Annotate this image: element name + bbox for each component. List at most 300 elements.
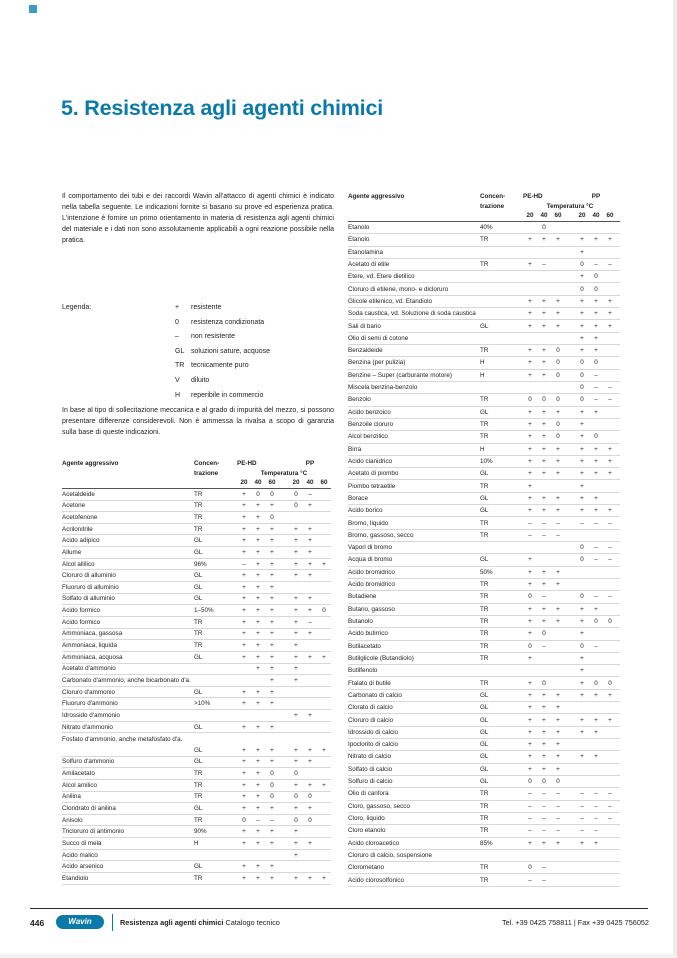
resistance-value: –: [542, 642, 546, 650]
wavin-logo-text: Wavin: [68, 917, 92, 926]
resistance-value: +: [256, 607, 260, 615]
agent-name: Carbonato d'ammonio, anche bicarbonato d'a.: [62, 676, 191, 684]
concentration-value: TR: [194, 490, 203, 498]
resistance-value: 0: [270, 793, 274, 801]
table-row: [348, 690, 620, 702]
resistance-value: 0: [542, 396, 546, 404]
temp-col: 60: [606, 211, 614, 219]
table-row: [348, 653, 620, 665]
resistance-value: +: [294, 828, 298, 836]
resistance-value: +: [608, 716, 612, 724]
resistance-value: +: [528, 716, 532, 724]
agent-name: Miscela benzina-benzolo: [348, 384, 418, 392]
resistance-value: +: [608, 470, 612, 478]
resistance-value: +: [256, 630, 260, 638]
resistance-value: +: [270, 874, 274, 882]
resistance-value: +: [542, 457, 546, 465]
concentration-value: TR: [480, 593, 489, 601]
resistance-value: +: [528, 433, 532, 441]
resistance-value: +: [294, 805, 298, 812]
wavin-logo: [56, 915, 104, 929]
resistance-value: +: [256, 770, 260, 778]
resistance-value: +: [542, 371, 546, 379]
resistance-value: +: [528, 654, 532, 662]
page-edge-bottom: [0, 954, 677, 958]
concentration-value: TR: [480, 802, 489, 810]
table-row: [348, 813, 620, 825]
agent-name: Nitrato d'ammonio: [62, 723, 113, 731]
concentration-value: 40%: [480, 224, 493, 232]
concentration-value: GL: [480, 765, 489, 773]
table-row: [348, 357, 620, 369]
resistance-value: +: [242, 642, 246, 650]
resistance-value: 0: [322, 607, 326, 615]
table-row: [348, 320, 620, 332]
resistance-value: –: [528, 815, 532, 823]
resistance-value: +: [242, 548, 246, 556]
resistance-value: +: [322, 874, 326, 882]
resistance-value: 0: [556, 359, 560, 367]
resistance-value: –: [608, 396, 612, 404]
resistance-value: –: [580, 519, 584, 527]
table-row: [62, 675, 331, 687]
table-row: [348, 677, 620, 689]
agent-name: Anisolo: [62, 816, 83, 824]
footer: [30, 914, 649, 934]
resistance-value: +: [594, 470, 598, 478]
resistance-value: –: [542, 864, 546, 872]
resistance-value: +: [294, 676, 298, 684]
table-row: [62, 605, 331, 617]
agent-name: Alcol amilico: [62, 781, 97, 789]
resistance-value: +: [580, 691, 584, 699]
agent-name: Cloruro di calcio, sospensione: [348, 851, 433, 859]
resistance-value: 0: [528, 778, 532, 786]
agent-name: Fluoruro di alluminio: [62, 583, 119, 591]
resistance-value: +: [528, 679, 532, 687]
concentration-value: TR: [480, 396, 489, 404]
resistance-value: +: [556, 445, 560, 453]
agent-name: Bromo, liquido: [348, 519, 389, 527]
resistance-value: +: [308, 839, 312, 847]
resistance-value: +: [270, 618, 274, 626]
resistance-value: +: [256, 560, 260, 568]
table-row: [348, 628, 620, 640]
table-row: [348, 271, 620, 283]
concentration-value: TR: [480, 605, 489, 613]
concentration-value: TR: [194, 642, 203, 650]
agent-name: Ipoclorito di calcio: [348, 741, 399, 749]
resistance-value: –: [528, 802, 532, 810]
agent-name: Cloruro di alluminio: [62, 572, 116, 580]
resistance-value: +: [556, 716, 560, 724]
resistance-value: +: [580, 679, 584, 687]
concentration-value: GL: [194, 746, 203, 754]
resistance-value: +: [594, 457, 598, 465]
resistance-value: +: [594, 347, 598, 355]
concentration-value: TR: [480, 482, 489, 490]
resistance-value: –: [594, 260, 598, 268]
resistance-value: 0: [594, 618, 598, 626]
resistance-value: +: [256, 513, 260, 521]
table-body: [62, 489, 331, 885]
resistance-value: +: [580, 839, 584, 847]
agent-name: Idrossido di calcio: [348, 728, 399, 736]
agent-name: Acetato d'ammonio: [62, 665, 116, 673]
concentration-value: TR: [480, 654, 489, 662]
resistance-value: –: [542, 790, 546, 798]
resistance-value: 0: [528, 864, 532, 872]
table-row: [62, 710, 331, 722]
table-row: [348, 394, 620, 406]
legend-symbol: TR: [175, 362, 185, 370]
resistance-value: +: [580, 273, 584, 281]
resistance-value: +: [542, 741, 546, 749]
table-row: [348, 480, 620, 492]
resistance-value: –: [594, 396, 598, 404]
resistance-value: 0: [580, 396, 584, 404]
resistance-value: +: [270, 688, 274, 696]
agent-name: Sali di bario: [348, 322, 381, 330]
table-row: [62, 594, 331, 606]
resistance-value: +: [556, 236, 560, 244]
table-row: [348, 567, 620, 579]
resistance-value: –: [608, 260, 612, 268]
resistance-value: +: [270, 700, 274, 708]
resistance-value: 0: [528, 642, 532, 650]
concentration-value: TR: [480, 236, 489, 244]
resistance-value: +: [528, 445, 532, 453]
resistance-value: +: [256, 700, 260, 708]
resistance-value: +: [556, 753, 560, 761]
resistance-value: +: [242, 746, 246, 754]
resistance-value: +: [294, 746, 298, 754]
resistance-value: +: [270, 642, 274, 650]
temp-col: 40: [592, 211, 600, 219]
resistance-value: +: [608, 445, 612, 453]
resistance-value: 0: [556, 347, 560, 355]
resistance-value: +: [542, 581, 546, 589]
resistance-value: 0: [308, 816, 312, 824]
resistance-value: –: [594, 815, 598, 823]
agent-name: Cloro, gassoso, secco: [348, 802, 410, 810]
agent-name: Alcol allilico: [62, 560, 95, 568]
concentration-value: GL: [480, 470, 489, 478]
resistance-value: +: [242, 805, 246, 812]
legend-label: diluito: [191, 376, 210, 384]
resistance-value: +: [294, 851, 298, 859]
resistance-value: –: [556, 815, 560, 823]
resistance-value: +: [594, 507, 598, 515]
resistance-value: +: [270, 863, 274, 871]
table-row: [348, 419, 620, 431]
resistance-value: +: [308, 758, 312, 766]
resistance-value: +: [256, 595, 260, 603]
table-row: [348, 505, 620, 517]
table-row: [348, 641, 620, 653]
resistance-value: +: [556, 728, 560, 736]
resistance-value: +: [580, 421, 584, 429]
resistance-value: +: [294, 630, 298, 638]
concentration-value: GL: [194, 595, 203, 603]
resistance-value: +: [542, 433, 546, 441]
temp-col: 40: [306, 478, 314, 486]
agent-name: Ftalato di butile: [348, 679, 391, 687]
resistance-value: +: [542, 297, 546, 305]
concentration-value: TR: [480, 827, 489, 835]
resistance-value: +: [594, 494, 598, 502]
resistance-value: +: [542, 408, 546, 416]
resistance-value: +: [528, 605, 532, 613]
resistance-value: +: [294, 653, 298, 661]
table-row: [348, 542, 620, 554]
legend-item: [62, 333, 334, 348]
resistance-value: +: [308, 805, 312, 812]
resistance-value: +: [270, 537, 274, 545]
resistance-value: +: [256, 793, 260, 801]
table-row: [348, 517, 620, 529]
concentration-value: TR: [194, 502, 203, 510]
table-row: [348, 530, 620, 542]
resistance-value: +: [270, 665, 274, 673]
concentration-value: TR: [194, 816, 203, 824]
resistance-value: +: [542, 691, 546, 699]
resistance-value: +: [556, 605, 560, 613]
resistance-value: +: [580, 667, 584, 675]
resistance-value: +: [294, 548, 298, 556]
resistance-value: +: [542, 605, 546, 613]
concentration-value: TR: [480, 630, 489, 638]
concentration-value: GL: [480, 691, 489, 699]
concentration-value: GL: [194, 758, 203, 766]
resistance-value: +: [580, 507, 584, 515]
agent-name: Butilacetato: [348, 642, 381, 650]
resistance-value: +: [528, 556, 532, 564]
resistance-value: +: [308, 711, 312, 719]
temp-col: 60: [320, 478, 328, 486]
resistance-value: +: [294, 665, 298, 673]
resistance-value: –: [256, 816, 260, 824]
agent-name: Ammoniaca, gassosa: [62, 630, 123, 638]
resistance-value: +: [256, 537, 260, 545]
resistance-value: +: [542, 421, 546, 429]
legend-symbol: 0: [175, 318, 179, 326]
resistance-value: +: [542, 507, 546, 515]
resistance-value: +: [542, 839, 546, 847]
table-row: [62, 861, 331, 873]
footer-divider: [30, 908, 648, 909]
concentration-value: GL: [194, 688, 203, 696]
resistance-value: +: [270, 828, 274, 836]
resistance-value: +: [528, 421, 532, 429]
table-row: [348, 862, 620, 874]
resistance-value: –: [608, 815, 612, 823]
agent-name: Acetofenone: [62, 513, 98, 521]
concentration-value: TR: [480, 815, 489, 823]
concentration-value: TR: [480, 421, 489, 429]
resistance-value: +: [528, 470, 532, 478]
resistance-value: 0: [580, 593, 584, 601]
resistance-value: +: [580, 457, 584, 465]
concentration-value: TR: [194, 874, 203, 882]
agent-name: Acido adipico: [62, 537, 100, 545]
resistance-value: –: [608, 593, 612, 601]
concentration-value: TR: [480, 864, 489, 872]
resistance-value: 0: [294, 793, 298, 801]
resistance-value: +: [294, 537, 298, 545]
note-paragraph: In base al tipo di sollecitazione meccanica e al grado di impurità del mezzo, si possono presentare differenze considerevoli. Non è ammessa la rivalsa a scopo di garanzia sulla base di queste indicazioni.: [62, 407, 334, 436]
resistance-value: 0: [594, 679, 598, 687]
table-row: [62, 745, 331, 757]
table-row: [348, 591, 620, 603]
temp-col: 60: [268, 478, 276, 486]
table-row: [348, 493, 620, 505]
table-row: [348, 751, 620, 763]
resistance-value: +: [270, 630, 274, 638]
resistance-value: +: [528, 482, 532, 490]
resistance-value: 0: [528, 593, 532, 601]
concentration-value: TR: [480, 790, 489, 798]
agent-name: Alcol benzilico: [348, 433, 388, 441]
resistance-value: +: [580, 728, 584, 736]
resistance-value: +: [542, 618, 546, 626]
temp-col: 40: [254, 478, 262, 486]
table-row: [348, 234, 620, 246]
resistance-value: 0: [294, 816, 298, 824]
legend-title: Legenda:: [62, 304, 92, 311]
table-row: [62, 757, 331, 769]
table-row: [348, 665, 620, 677]
table-row: [348, 382, 620, 394]
concentration-value: GL: [480, 753, 489, 761]
concentration-value: 10%: [480, 457, 493, 465]
agent-name: Acido bromidrico: [348, 568, 395, 576]
resistance-value: –: [556, 827, 560, 835]
agent-name: Bromo, gassoso, secco: [348, 531, 414, 539]
agent-name: Acido formico: [62, 618, 101, 626]
resistance-value: +: [608, 310, 612, 318]
table-row: [62, 803, 331, 815]
resistance-value: 0: [294, 502, 298, 510]
col-concentration-label2: trazione: [480, 202, 505, 210]
resistance-value: +: [556, 457, 560, 465]
resistance-value: +: [308, 548, 312, 556]
agent-name: Benzina (per pulizia): [348, 359, 406, 367]
table-row: [62, 524, 331, 536]
agent-name: Butilfenolo: [348, 667, 378, 675]
legend-label: tecnicamente puro: [191, 362, 249, 370]
legend-symbol: +: [175, 304, 180, 311]
concentration-value: TR: [480, 876, 489, 884]
resistance-value: +: [256, 805, 260, 812]
resistance-value: –: [542, 531, 546, 539]
resistance-value: 0: [542, 630, 546, 638]
table-row: [348, 579, 620, 591]
concentration-value: 50%: [480, 568, 493, 576]
resistance-value: +: [256, 839, 260, 847]
resistance-value: +: [256, 723, 260, 731]
agent-name: Carbonato di calcio: [348, 691, 402, 699]
resistance-value: +: [242, 653, 246, 661]
table-row: [62, 792, 331, 804]
chemical-table-right: [348, 191, 620, 887]
resistance-value: +: [556, 494, 560, 502]
agent-name: Glicole etilenico, vd. Etandiolo: [348, 297, 433, 305]
concentration-value: 85%: [480, 839, 493, 847]
table-row: [348, 296, 620, 308]
resistance-value: –: [594, 642, 598, 650]
legend-item: [62, 348, 334, 363]
agent-name: Butano, gassoso: [348, 605, 395, 613]
concentration-value: GL: [194, 723, 203, 731]
agent-name: Acido malico: [62, 851, 98, 859]
legend-label: resistenza condizionata: [191, 318, 265, 326]
footer-separator: [112, 914, 113, 931]
resistance-value: +: [608, 457, 612, 465]
resistance-value: +: [528, 753, 532, 761]
resistance-value: –: [542, 827, 546, 835]
resistance-value: +: [542, 704, 546, 712]
agent-name: Acido borico: [348, 507, 383, 515]
resistance-value: –: [594, 519, 598, 527]
col-agent-label: Agente aggressivo: [62, 460, 119, 468]
resistance-value: 0: [542, 224, 546, 232]
resistance-value: –: [556, 531, 560, 539]
concentration-value: TR: [480, 618, 489, 626]
resistance-value: +: [542, 728, 546, 736]
resistance-value: +: [308, 502, 312, 510]
resistance-value: +: [528, 691, 532, 699]
resistance-value: +: [594, 408, 598, 416]
agent-name: Ammoniaca, acquosa: [62, 653, 123, 661]
agent-name: Nitrato di calcio: [348, 753, 392, 761]
resistance-value: +: [528, 408, 532, 416]
agent-name: Acetone: [62, 502, 86, 510]
agent-name: Piombo tetraetile: [348, 482, 396, 490]
resistance-value: –: [542, 519, 546, 527]
agent-name: Birra: [348, 445, 362, 453]
agent-name: Acetato di piombo: [348, 470, 399, 478]
resistance-value: +: [594, 445, 598, 453]
resistance-value: +: [242, 874, 246, 882]
temp-col: 40: [540, 211, 548, 219]
resistance-value: +: [242, 700, 246, 708]
table-row: [348, 825, 620, 837]
resistance-value: +: [308, 653, 312, 661]
resistance-value: +: [528, 630, 532, 638]
table-row: [348, 333, 620, 345]
agent-name: Clorato di calcio: [348, 704, 393, 712]
resistance-value: +: [580, 753, 584, 761]
resistance-value: +: [608, 691, 612, 699]
col-concentration-label: Concen-: [480, 193, 506, 201]
resistance-value: +: [256, 746, 260, 754]
resistance-value: +: [322, 746, 326, 754]
resistance-value: 0: [556, 421, 560, 429]
agent-name: Butadiene: [348, 593, 377, 601]
concentration-value: TR: [194, 525, 203, 533]
concentration-value: GL: [480, 741, 489, 749]
table-row: [62, 664, 331, 676]
table-row: [62, 873, 331, 885]
print-mark: [29, 5, 37, 13]
resistance-value: –: [528, 519, 532, 527]
resistance-value: –: [528, 827, 532, 835]
page-edge-right: [673, 0, 677, 958]
resistance-value: –: [594, 556, 598, 564]
resistance-value: +: [542, 445, 546, 453]
resistance-value: +: [542, 359, 546, 367]
